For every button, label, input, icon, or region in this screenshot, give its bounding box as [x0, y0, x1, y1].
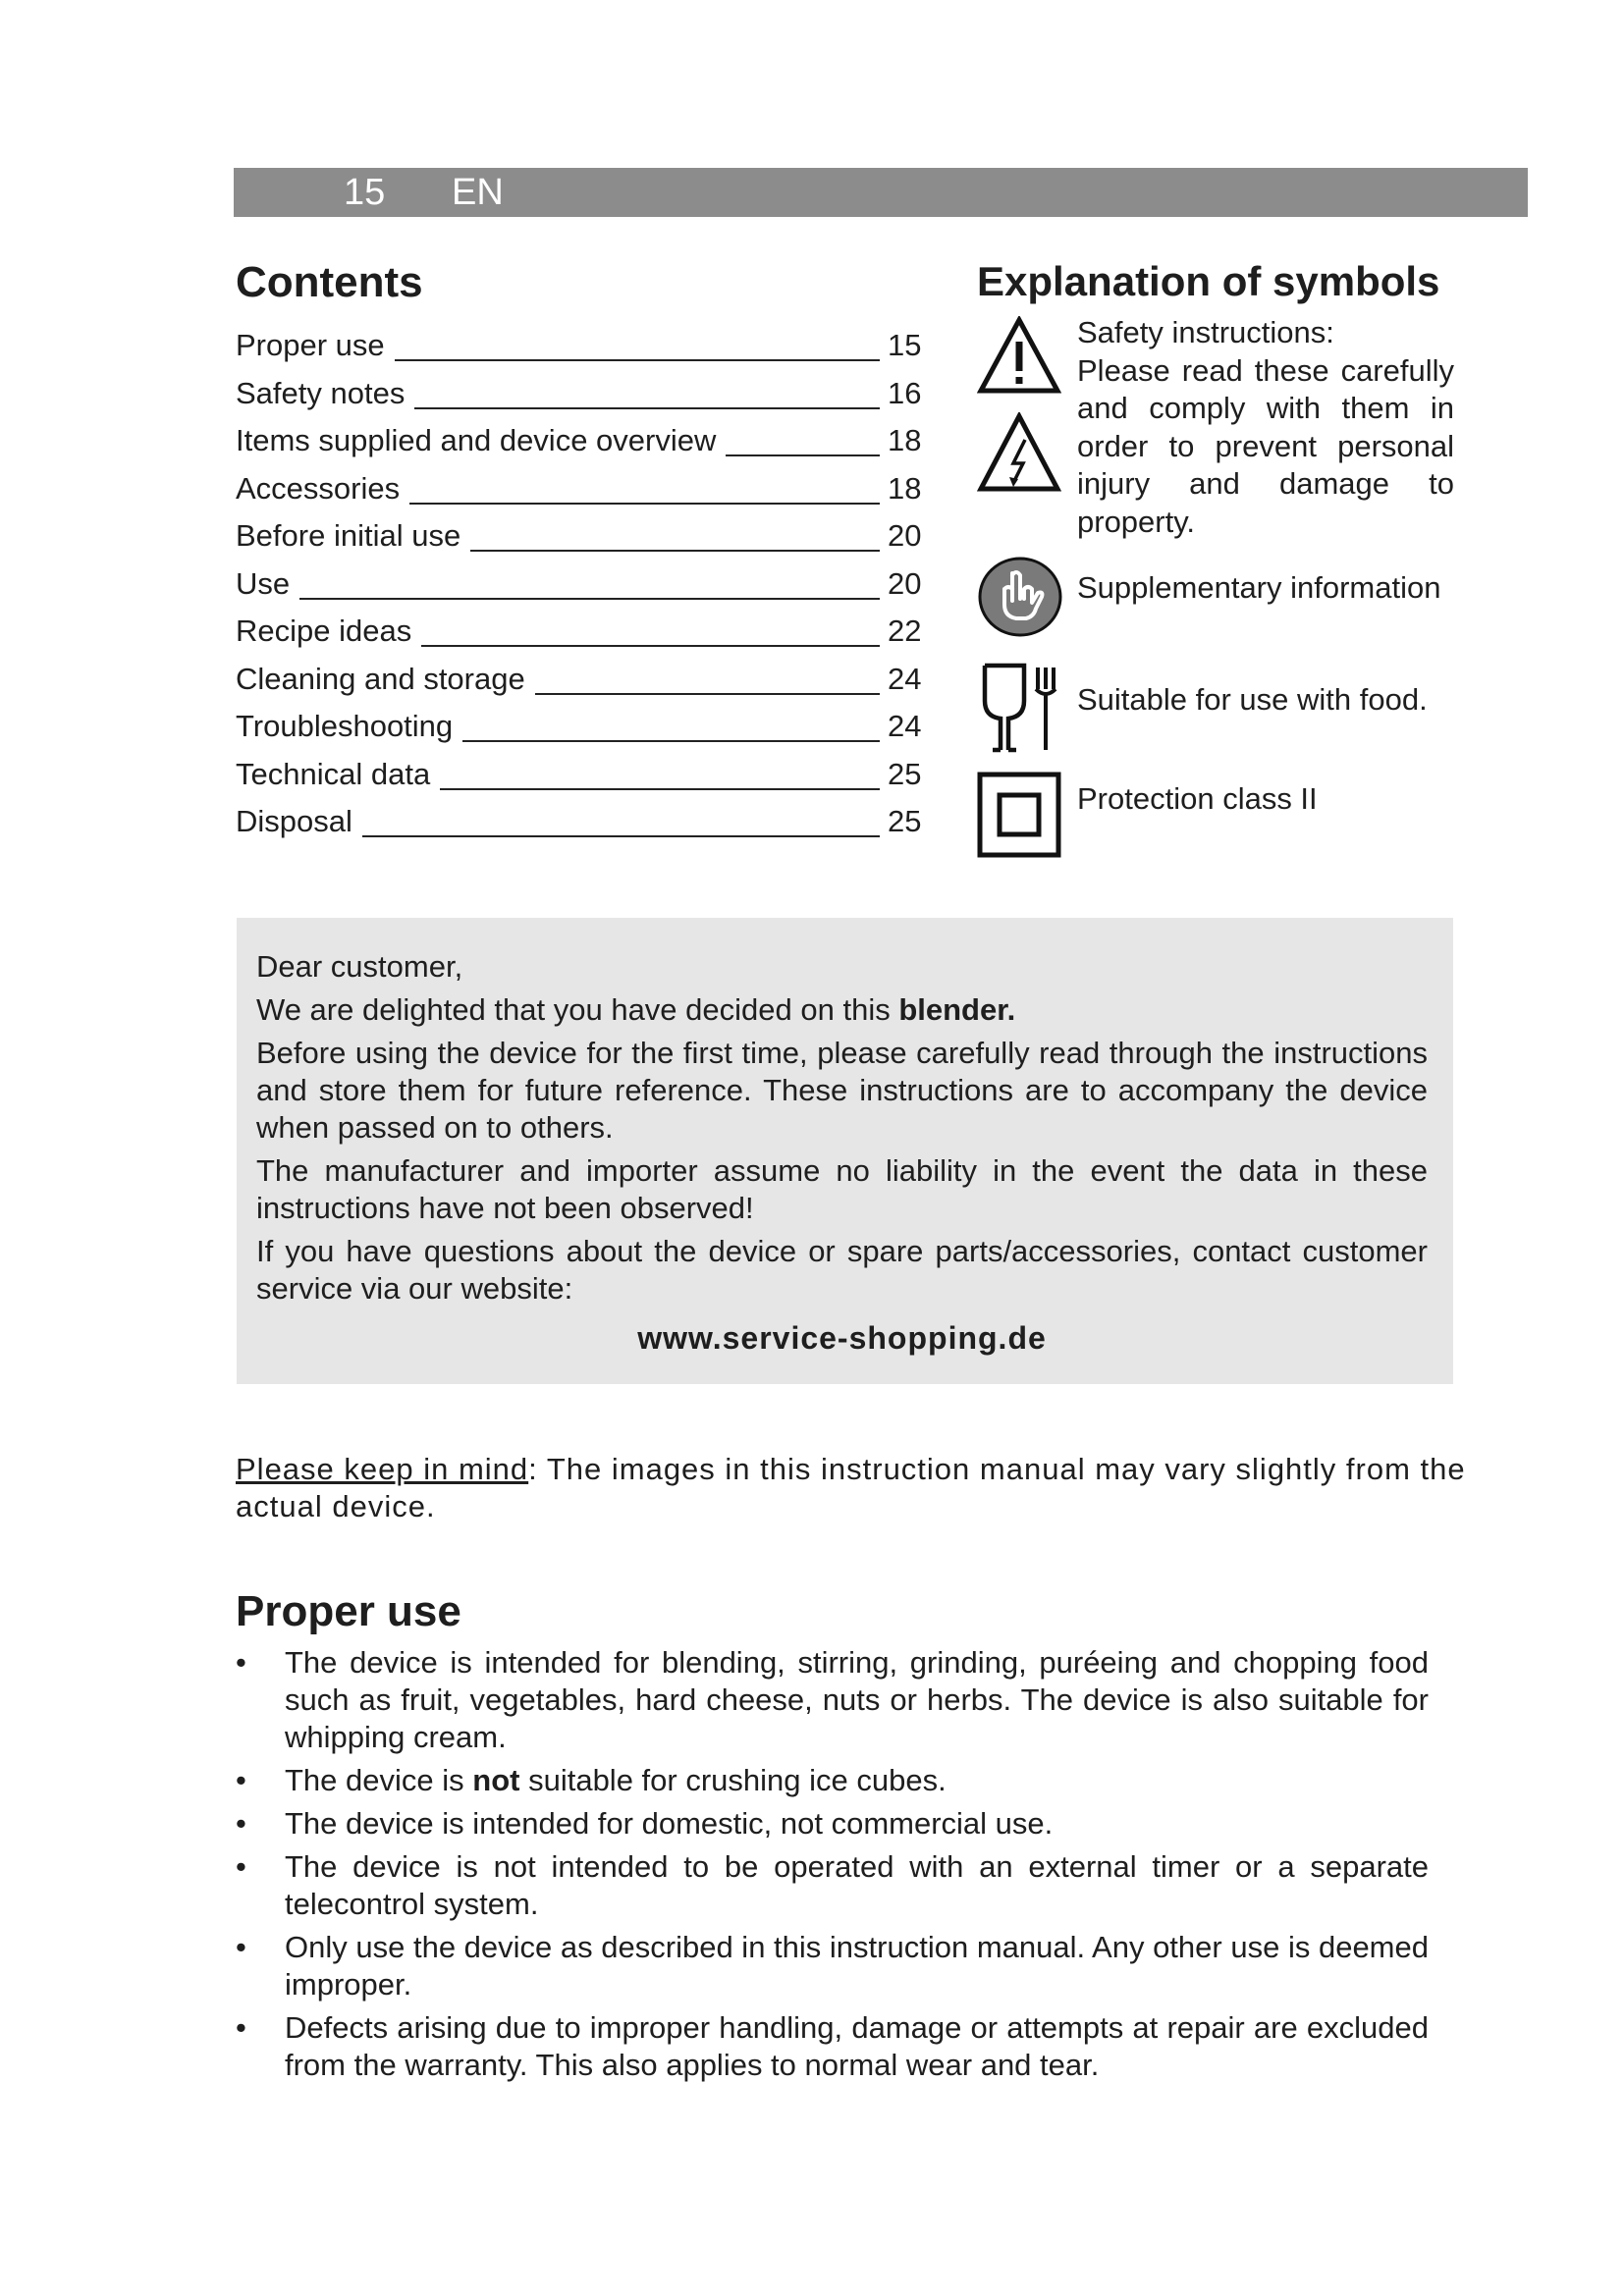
toc-row[interactable] — [236, 753, 931, 801]
toc-row[interactable] — [236, 610, 931, 658]
toc-page: 18 — [888, 423, 922, 457]
toc-page: 22 — [888, 614, 922, 648]
list-item: • The device is intended for blending, stirring, grinding, puréeing and chopping food such as fruit, vegetables, hard cheese, nuts or herbs. The device is also suitable for whipping cream. — [236, 1645, 1429, 1754]
toc-page: 20 — [888, 565, 922, 601]
toc-page: 15 — [888, 328, 922, 362]
protection-class-icon — [977, 772, 1061, 858]
customer-notice-box — [237, 918, 1453, 1384]
list-item: • The device is intended for domestic, not commercial use. — [236, 1806, 1054, 1841]
notice-paragraph-2: The manufacturer and importer assume no liability in the event the data in these instructions have not been observed! — [256, 1153, 1428, 1225]
list-item: • Only use the device as described in this instruction manual. Any other use is deemed improper. — [236, 1930, 1429, 2002]
list-item-text: Defects arising due to improper handling, damage or attempts at repair are excluded from the warranty. This also applies to normal wear and tear. — [285, 2010, 1429, 2082]
proper-use-list — [236, 1644, 1429, 2090]
list-item: • Defects arising due to improper handling, damage or attempts at repair are excluded from the warranty. This also applies to normal wear and tear. — [236, 2010, 1429, 2082]
toc-label: Proper use — [236, 328, 395, 362]
list-item-prefix: The device is — [285, 1763, 473, 1797]
product-name: blender. — [898, 992, 1016, 1027]
toc-page: 20 — [888, 518, 922, 553]
electric-shock-icon — [977, 412, 1061, 493]
toc-row[interactable] — [236, 514, 931, 562]
website-link[interactable]: www.service-shopping.de — [637, 1320, 1047, 1356]
list-item-text: The device is intended for domestic, not commercial use. — [285, 1806, 1054, 1841]
table-of-contents — [236, 324, 931, 848]
toc-row[interactable] — [236, 800, 931, 848]
toc-page: 25 — [888, 804, 922, 838]
proper-use-heading: Proper use — [236, 1587, 461, 1635]
page-number: 15 — [344, 172, 386, 213]
list-item: • The device is not intended to be operated with an external timer or a separate telecontrol system. — [236, 1849, 1429, 1921]
list-item-text: Only use the device as described in this instruction manual. Any other use is deemed improper. — [285, 1930, 1429, 2002]
list-item-text: The device is not intended to be operated with an external timer or a separate telecontrol system. — [285, 1849, 1429, 1921]
food-safe-icon — [979, 660, 1063, 756]
toc-row[interactable] — [236, 324, 931, 372]
list-item-text: The device is intended for blending, stirring, grinding, puréeing and chopping food such as fruit, vegetables, hard cheese, nuts or herbs. The device is also suitable for whipping cream. — [285, 1645, 1429, 1754]
toc-label: Recipe ideas — [236, 614, 421, 648]
delighted-prefix: We are delighted that you have decided on this — [256, 992, 899, 1027]
toc-page: 24 — [888, 709, 922, 743]
toc-label: Accessories — [236, 471, 409, 506]
toc-row[interactable] — [236, 372, 931, 420]
protection-class-text: Protection class II — [1077, 781, 1318, 816]
keep-in-mind-note — [236, 1451, 1551, 1525]
notice-paragraph-3: If you have questions about the device or spare parts/accessories, contact customer service via our website: — [256, 1234, 1428, 1306]
delighted-text — [256, 991, 1428, 1029]
page-header-bar — [234, 168, 1528, 217]
contents-heading: Contents — [236, 258, 423, 306]
toc-leader-line — [236, 598, 880, 600]
notice-paragraph-1: Before using the device for the first time, please carefully read through the instructions and store them for future reference. These instructions are to accompany the device when passed on to others. — [256, 1036, 1428, 1145]
warning-icon — [977, 316, 1061, 395]
greeting: Dear customer, — [256, 949, 463, 984]
language-code: EN — [452, 172, 504, 213]
safety-description: Please read these carefully and comply with them in order to prevent personal injury and damage to property. — [1077, 352, 1454, 539]
toc-row[interactable] — [236, 467, 931, 515]
toc-label: Safety notes — [236, 376, 414, 410]
toc-label: Cleaning and storage — [236, 662, 535, 696]
safety-heading: Safety instructions: — [1077, 315, 1334, 349]
symbols-heading: Explanation of symbols — [977, 258, 1440, 304]
toc-label: Items supplied and device overview — [236, 423, 726, 457]
safety-instructions-text — [1077, 314, 1454, 541]
toc-page: 18 — [888, 470, 922, 506]
toc-page: 24 — [888, 661, 922, 696]
food-safe-text: Suitable for use with food. — [1077, 682, 1428, 717]
toc-label: Disposal — [236, 804, 362, 838]
keep-in-mind-text: : The images in this instruction manual may vary slightly from the actual device. — [236, 1452, 1466, 1523]
toc-row[interactable] — [236, 419, 931, 467]
toc-row[interactable] — [236, 658, 931, 706]
toc-label: Troubleshooting — [236, 709, 462, 743]
list-item-suffix: suitable for crushing ice cubes. — [519, 1763, 947, 1797]
list-item: • The device is not suitable for crushing ice cubes. — [236, 1763, 947, 1797]
toc-label: Before initial use — [236, 518, 470, 553]
list-item-bold: not — [472, 1763, 520, 1797]
toc-row[interactable] — [236, 562, 931, 611]
keep-in-mind-label: Please keep in mind — [236, 1452, 529, 1486]
supplementary-info-text: Supplementary information — [1077, 570, 1441, 605]
toc-page: 16 — [888, 375, 922, 410]
toc-label: Technical data — [236, 757, 440, 791]
toc-row[interactable] — [236, 705, 931, 753]
toc-page: 25 — [888, 756, 922, 791]
toc-label: Use — [236, 566, 299, 601]
hand-pointer-icon — [977, 556, 1063, 638]
